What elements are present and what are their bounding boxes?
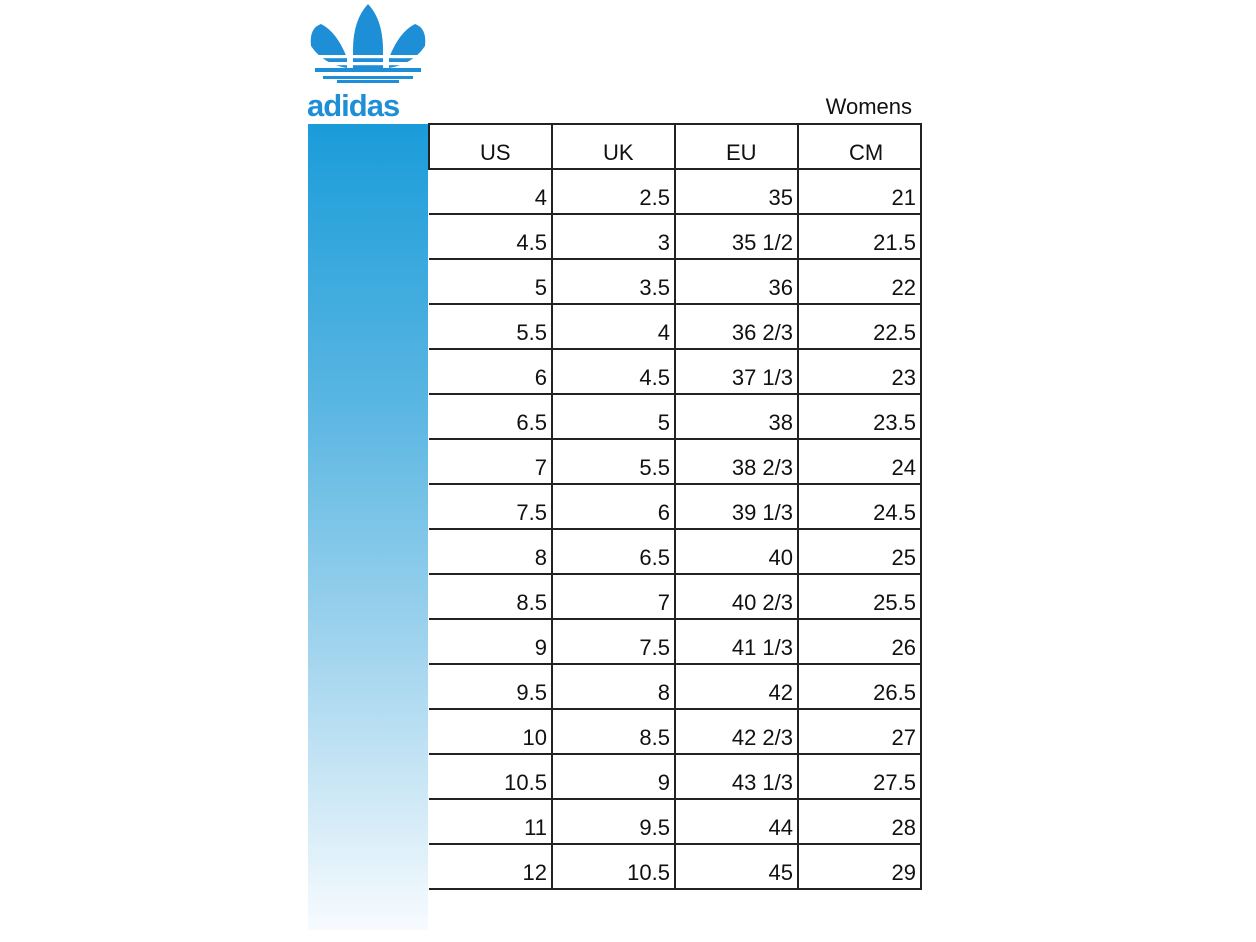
cell-eu: 35 1/2 <box>675 214 798 259</box>
cell-eu: 39 1/3 <box>675 484 798 529</box>
table-row <box>429 214 921 259</box>
cell-eu: 37 1/3 <box>675 349 798 394</box>
cell-cm: 25 <box>798 529 921 574</box>
column-header-cm: CM <box>798 124 921 169</box>
cell-uk: 7 <box>552 574 675 619</box>
cell-uk: 7.5 <box>552 619 675 664</box>
cell-cm: 21 <box>798 169 921 214</box>
cell-eu: 41 1/3 <box>675 619 798 664</box>
cell-us: 5 <box>429 259 552 304</box>
cell-eu: 38 <box>675 394 798 439</box>
cell-us: 10 <box>429 709 552 754</box>
cell-us: 5.5 <box>429 304 552 349</box>
cell-uk: 3 <box>552 214 675 259</box>
cell-eu: 35 <box>675 169 798 214</box>
cell-cm: 28 <box>798 799 921 844</box>
column-header-us: US <box>429 124 552 169</box>
table-row <box>429 439 921 484</box>
cell-cm: 24 <box>798 439 921 484</box>
table-row <box>429 709 921 754</box>
gradient-bar <box>308 124 428 930</box>
table-row <box>429 259 921 304</box>
cell-cm: 23 <box>798 349 921 394</box>
table-row <box>429 754 921 799</box>
table-row <box>429 844 921 889</box>
table-row <box>429 529 921 574</box>
cell-us: 6 <box>429 349 552 394</box>
cell-uk: 10.5 <box>552 844 675 889</box>
cell-eu: 40 <box>675 529 798 574</box>
cell-cm: 27 <box>798 709 921 754</box>
cell-cm: 24.5 <box>798 484 921 529</box>
cell-cm: 29 <box>798 844 921 889</box>
cell-eu: 38 2/3 <box>675 439 798 484</box>
cell-us: 4.5 <box>429 214 552 259</box>
header-row <box>429 124 921 169</box>
cell-uk: 9.5 <box>552 799 675 844</box>
cell-us: 7.5 <box>429 484 552 529</box>
cell-uk: 9 <box>552 754 675 799</box>
column-header-uk: UK <box>552 124 675 169</box>
cell-us: 12 <box>429 844 552 889</box>
size-table <box>428 123 922 890</box>
cell-us: 6.5 <box>429 394 552 439</box>
table-row <box>429 619 921 664</box>
cell-uk: 3.5 <box>552 259 675 304</box>
cell-uk: 4 <box>552 304 675 349</box>
cell-eu: 43 1/3 <box>675 754 798 799</box>
cell-cm: 27.5 <box>798 754 921 799</box>
cell-us: 9 <box>429 619 552 664</box>
cell-eu: 36 <box>675 259 798 304</box>
trefoil-icon <box>307 2 429 122</box>
table-row <box>429 664 921 709</box>
adidas-logo <box>307 2 429 122</box>
cell-us: 4 <box>429 169 552 214</box>
table-row <box>429 484 921 529</box>
cell-us: 11 <box>429 799 552 844</box>
cell-us: 8 <box>429 529 552 574</box>
cell-cm: 22 <box>798 259 921 304</box>
cell-cm: 23.5 <box>798 394 921 439</box>
cell-cm: 26.5 <box>798 664 921 709</box>
cell-cm: 26 <box>798 619 921 664</box>
brand-wordmark: adidas <box>307 88 400 122</box>
table-row <box>429 349 921 394</box>
cell-uk: 5.5 <box>552 439 675 484</box>
cell-eu: 36 2/3 <box>675 304 798 349</box>
cell-eu: 45 <box>675 844 798 889</box>
cell-eu: 44 <box>675 799 798 844</box>
table-body <box>429 169 921 889</box>
cell-eu: 42 2/3 <box>675 709 798 754</box>
table-row <box>429 169 921 214</box>
cell-us: 8.5 <box>429 574 552 619</box>
cell-uk: 6 <box>552 484 675 529</box>
cell-uk: 5 <box>552 394 675 439</box>
table-row <box>429 304 921 349</box>
cell-uk: 6.5 <box>552 529 675 574</box>
cell-cm: 22.5 <box>798 304 921 349</box>
cell-us: 7 <box>429 439 552 484</box>
cell-cm: 25.5 <box>798 574 921 619</box>
cell-uk: 2.5 <box>552 169 675 214</box>
table-row <box>429 799 921 844</box>
column-header-eu: EU <box>675 124 798 169</box>
table-row <box>429 394 921 439</box>
table-row <box>429 574 921 619</box>
cell-uk: 8.5 <box>552 709 675 754</box>
cell-eu: 42 <box>675 664 798 709</box>
cell-eu: 40 2/3 <box>675 574 798 619</box>
cell-us: 9.5 <box>429 664 552 709</box>
cell-uk: 4.5 <box>552 349 675 394</box>
cell-cm: 21.5 <box>798 214 921 259</box>
table-title: Womens <box>825 94 912 119</box>
cell-us: 10.5 <box>429 754 552 799</box>
cell-uk: 8 <box>552 664 675 709</box>
